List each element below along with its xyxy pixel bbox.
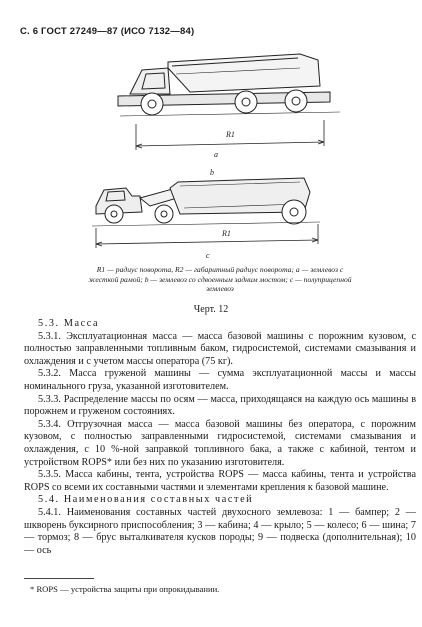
- paragraph-5-3-2: 5.3.2. Масса груженой машины — сумма эксплуатационной массы и массы номинального груза, указанной изготовителем.: [24, 368, 416, 392]
- caption-line-1: R1 — радиус поворота, R2 — габаритный радиус поворота; a — землевоз с: [96, 265, 344, 274]
- figure-caption: [60, 265, 380, 294]
- page-header: С. 6 ГОСТ 27249—87 (ИСО 7132—84): [20, 26, 195, 37]
- section-heading-5-4: 5.4. Наименования составных частей: [38, 494, 254, 506]
- label-b: b: [210, 168, 214, 177]
- label-r1-top: R1: [226, 130, 235, 139]
- caption-line-3: землевоз: [206, 284, 234, 293]
- figure-title: Черт. 12: [193, 304, 229, 315]
- paragraph-5-3-5: 5.3.5. Масса кабины, тента, устройства ROPS — масса кабины, тента и устройства ROPS со всеми их составными частями и элементами крепления к базовой машине.: [24, 469, 416, 493]
- rigid-frame-truck-drawing: [118, 54, 340, 116]
- footnote: * ROPS — устройства защиты при опрокидывании.: [30, 584, 220, 594]
- paragraph-5-3-4: 5.3.4. Отгрузочная масса — масса базовой машины без оператора, с порожним кузовом, с полностью заправленными гидросистемой, системами смазывания и охлаждения, с 10 %-ной заправкой топливного бака, а также с кабиной, тентом и устройством ROPS* или без них по указанию изготовителя.: [24, 418, 416, 468]
- label-c: c: [206, 251, 210, 260]
- footnote-divider: [24, 578, 94, 579]
- section-heading-5-3: 5.3. Масса: [38, 318, 100, 329]
- paragraph-5-3-1: 5.3.1. Эксплуатационная масса — масса базовой машины с порожним кузовом, с полностью заправленными топливным баком, гидросистемой, системами смазывания и охлаждения и с учетом массы оператора (75 кг).: [24, 330, 416, 367]
- semi-trailer-hauler-drawing: [92, 178, 320, 226]
- body-text: [24, 318, 416, 557]
- truck-diagrams: [0, 40, 422, 272]
- label-a: a: [214, 150, 218, 159]
- paragraph-5-4-1: 5.4.1. Наименования составных частей двухосного землевоза: 1 — бампер; 2 — шкворень буксирного приспособления; 3 — кабина; 4 — крыло; 5 — колесо; 6 — шина; 7 — тормоз; 8 — брус выталкивателя кусков породы; 9 — подвеска (дополнительная); 10 — ось: [24, 506, 416, 556]
- caption-line-2: жесткой рамой; b — землевоз со сдвоенным задним мостом; c — полуприцепной: [88, 274, 352, 284]
- r1-dimension-bottom: [96, 224, 318, 248]
- label-r1-bottom: R1: [222, 229, 231, 238]
- paragraph-5-3-3: 5.3.3. Распределение массы по осям — масса, приходящаяся на каждую ось машины в порожнем и груженом состояниях.: [24, 393, 416, 418]
